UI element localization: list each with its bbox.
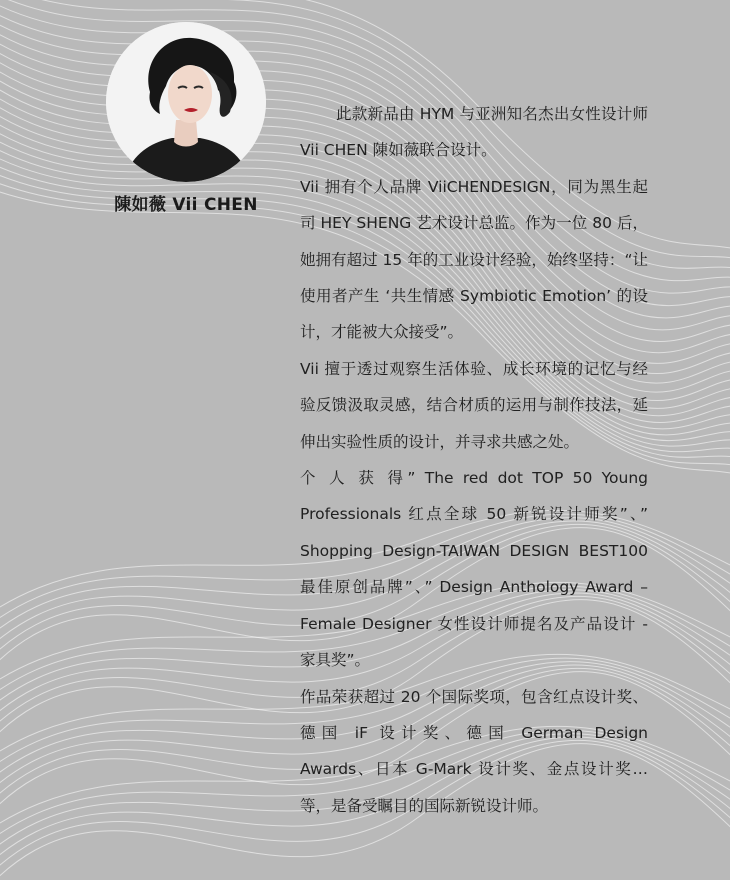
bio-paragraph: 作品荣获超过 20 个国际奖项，包含红点设计奖、德国 iF 设计奖、德国 German Design Awards、日本 G-Mark 设计奖、金点设计奖…等，是备受瞩目的国际新锐设计师。: [300, 687, 648, 815]
portrait-image: [106, 22, 266, 182]
designer-portrait: [106, 22, 266, 182]
bio-paragraph: 此款新品由 HYM 与亚洲知名杰出女性设计师 Vii CHEN 陳如薇联合设计。: [300, 105, 648, 160]
bio-paragraph: Vii 擅于透过观察生活体验、成长环境的记忆与经验反馈汲取灵感，结合材质的运用与制作技法，延伸出实验性质的设计，并寻求共感之处。: [300, 359, 648, 451]
bio-paragraph: 个 人 获 得” The red dot TOP 50 Young Professionals 红点全球 50 新锐设计师奖”、” Shopping Design-TAIWAN DESIGN BEST100 最佳原创品牌”、” Design Anthology Award – Female Designer 女性设计师提名及产品设计 - 家具奖”。: [300, 469, 648, 670]
bio-paragraph: Vii 拥有个人品牌 ViiCHENDESIGN，同为黑生起司 HEY SHENG 艺术设计总监。作为一位 80 后，她拥有超过 15 年的工业设计经验，始终坚持：“让使用者产生 ‘共生情感 Symbiotic Emotion’ 的设计，才能被大众接受”。: [300, 177, 648, 342]
designer-bio: [300, 96, 648, 824]
designer-name: 陳如薇 Vii CHEN: [114, 195, 258, 215]
